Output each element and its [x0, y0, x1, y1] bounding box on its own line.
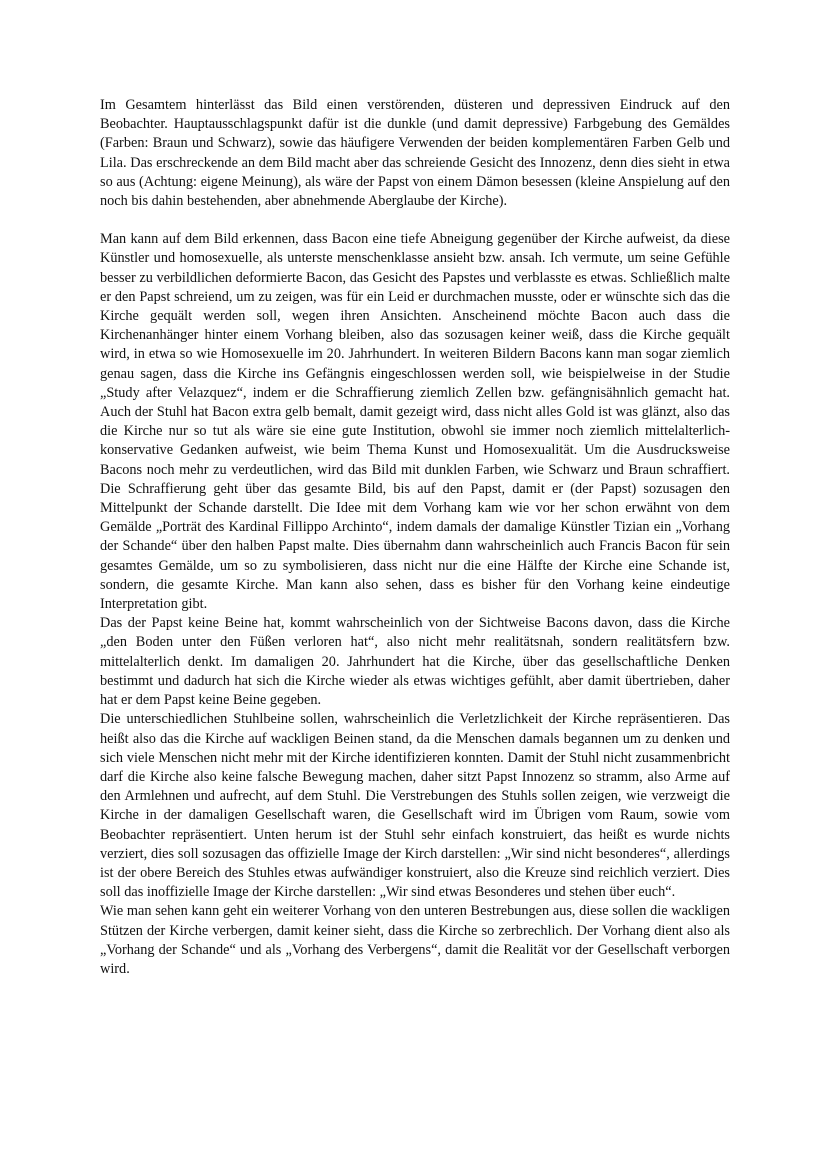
paragraph-interpretation: Man kann auf dem Bild erkennen, dass Bacon eine tiefe Abneigung gegenüber der Kirche aufweist, da diese Künstler und homosexuelle, als unterste menschenklasse ansieht bzw. ansah. Ich vermute, um seine Gefühle besser zu verbildlichen deformierte Bacon, das Gesicht des Papstes und verblasste es etwas. Schließlich malte er den Papst schreiend, um zu zeigen, was für ein Leid er durchmachen musste, oder er wünschte sich das die Kirche gequält werden soll, wegen ihren Ansichten. Anscheinend möchte Bacon auch dass die Kirchenanhänger hinter einem Vorhang bleiben, also das sozusagen keiner weiß, dass die Kirche gequält wird, in etwa so wie Homosexuelle im 20. Jahrhundert. In weiteren Bildern Bacons kann man sogar ziemlich genau sagen, dass die Kirche ins Gefängnis eingeschlossen werden soll, wie beispielweise in der Studie „Study after Velazquez“, indem er die Schraffierung ziemlich Zellen bzw. gefängnisähnlich gemacht hat. Auch der Stuhl hat Bacon extra gelb bemalt, damit gezeigt wird, dass nicht alles Gold ist was glänzt, also das die Kirche nur so tut als wäre sie eine gute Institution, obwohl sie immer noch ziemlich mittelalterlich-konservative Gedanken aufweist, wie beim Thema Kunst und Homosexualität. Um die Ausdrucksweise Bacons noch mehr zu verdeutlichen, wird das Bild mit dunklen Farben, wie Schwarz und Braun schraffiert. Die Schraffierung geht über das gesamte Bild, bis auf den Papst, damit er (der Papst) sozusagen den Mittelpunkt der Schande darstellt. Die Idee mit dem Vorhang kam wie vor her schon erwähnt von dem Gemälde „Porträt des Kardinal Fillippo Archinto“, indem damals der damalige Künstler Tizian ein „Vorhang der Schande“ über den halben Papst malte. Dies übernahm dann wahrscheinlich auch Francis Bacon für sein gesamtes Gemälde, um so zu symbolisieren, dass nicht nur die eine Hälfte der Kirche eine Schande ist, sondern, die gesamte Kirche. Man kann also sehen, dass es bisher für den Vorhang keine eindeutige Interpretation gibt.	[100, 231, 730, 613]
document-page	[100, 96, 730, 979]
paragraph-impression: Im Gesamtem hinterlässt das Bild einen verstörenden, düsteren und depressiven Eindruck auf den Beobachter. Hauptausschlagspunkt dafür ist die dunkle (und damit depressive) Farbgebung des Gemäldes (Farben: Braun und Schwarz), sowie das häufigere Verwenden der beiden komplementären Farben Gelb und Lila. Das erschreckende an dem Bild macht aber das schreiende Gesicht des Innozenz, denn dies sieht in etwa so aus (Achtung: eigene Meinung), als wäre der Papst von einem Dämon besessen (kleine Anspielung auf den noch bis dahin bestehenden, aber abnehmende Aberglaube der Kirche).	[100, 97, 730, 210]
paragraph-curtain: Wie man sehen kann geht ein weiterer Vorhang von den unteren Bestrebungen aus, diese sollen die wackligen Stützen der Kirche verbergen, damit keiner sieht, dass die Kirche so zerbrechlich. Der Vorhang dient also als „Vorhang der Schande“ und als „Vorhang des Verbergens“, damit die Realität vor der Gesellschaft verborgen wird.	[100, 903, 730, 977]
paragraph-legs: Das der Papst keine Beine hat, kommt wahrscheinlich von der Sichtweise Bacons davon, dass die Kirche „den Boden unter den Füßen verloren hat“, also nicht mehr realitätsnah, sondern realitätsfern bzw. mittelalterlich denkt. Im damaligen 20. Jahrhundert hat die Kirche, über das gesellschaftliche Denken bestimmt und dadurch hat sich die Kirche wieder als etwas wichtiges gefühlt, aber damit übertrieben, daher hat er dem Papst keine Beine gegeben.	[100, 615, 730, 709]
paragraph-spacer	[100, 211, 730, 230]
paragraph-chair: Die unterschiedlichen Stuhlbeine sollen, wahrscheinlich die Verletzlichkeit der Kirche repräsentieren. Das heißt also das die Kirche auf wackligen Beinen stand, da die Menschen damals begannen um zu denken und sich viele Menschen nicht mehr mit der Kirche identifizieren konnten. Damit der Stuhl nicht zusammenbricht darf die Kirche also keine falsche Bewegung machen, daher sitzt Papst Innozenz so stramm, also Arme auf den Armlehnen und aufrecht, auf dem Stuhl. Die Verstrebungen des Stuhls sollen zeigen, wie verzweigt die Kirche in der damaligen Gesellschaft waren, die Gesellschaft wird im Übrigen vom Raum, sowie vom Beobachter repräsentiert. Unten herum ist der Stuhl sehr einfach konstruiert, das heißt es wurde nichts verziert, dies soll sozusagen das offizielle Image der Kirch darstellen: „Wir sind nicht besonderes“, allerdings ist der obere Bereich des Stuhles etwas aufwändiger konstruiert, also die Kreuze sind reichlich verziert. Dies soll das inoffizielle Image der Kirche darstellen: „Wir sind etwas Besonderes und stehen über euch“.	[100, 711, 730, 901]
